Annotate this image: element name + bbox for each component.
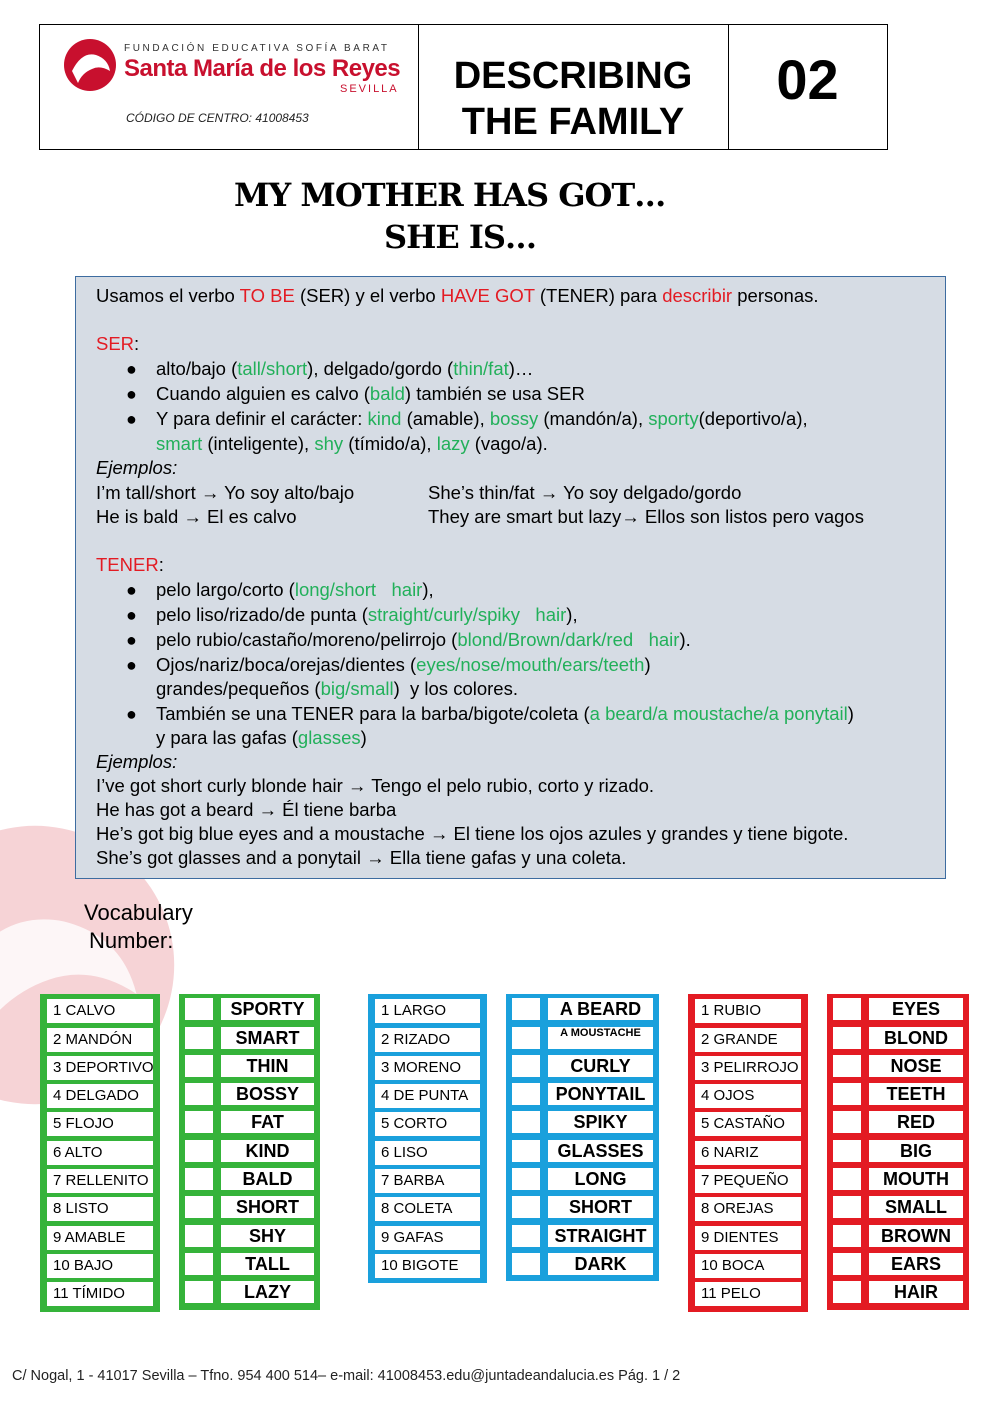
bullet-icon: ● bbox=[126, 704, 137, 724]
school-code: CÓDIGO DE CENTRO: 41008453 bbox=[126, 111, 309, 125]
answer-number-box[interactable] bbox=[832, 1026, 862, 1050]
answer-word: FAT bbox=[220, 1110, 315, 1134]
answer-word: SHORT bbox=[547, 1195, 654, 1219]
answer-number-box[interactable] bbox=[511, 1110, 541, 1134]
answer-word: EARS bbox=[868, 1252, 964, 1276]
answer-number-box[interactable] bbox=[832, 1110, 862, 1134]
footer-address: C/ Nogal, 1 - 41017 Sevilla – Tfno. 954 400 514– e-mail: 41008453.edu@juntadeandalucia.es Pág. 1 / 2 bbox=[12, 1368, 681, 1384]
answer-row bbox=[828, 1252, 968, 1278]
answer-row bbox=[828, 1110, 968, 1136]
answer-word: HAIR bbox=[868, 1280, 964, 1304]
answer-number-box[interactable] bbox=[184, 1082, 214, 1106]
answer-word: STRAIGHT bbox=[547, 1224, 654, 1248]
answer-number-box[interactable] bbox=[832, 1139, 862, 1163]
answer-number-box[interactable] bbox=[511, 1082, 541, 1106]
vocab-item: 1 LARGO bbox=[374, 998, 481, 1024]
school-name: Santa María de los Reyes bbox=[124, 55, 401, 82]
answer-number-box[interactable] bbox=[184, 1167, 214, 1191]
answer-row bbox=[180, 1082, 319, 1108]
vocab-item: 9 GAFAS bbox=[374, 1225, 481, 1251]
ser-bullet-2: Cuando alguien es calvo (bald) también se usa SER bbox=[156, 383, 585, 404]
answer-row bbox=[180, 1167, 319, 1193]
intro-line: Usamos el verbo TO BE (SER) y el verbo HAVE GOT (TENER) para describir personas. bbox=[96, 285, 819, 306]
answer-word: SMART bbox=[220, 1026, 315, 1050]
answer-number-box[interactable] bbox=[184, 1195, 214, 1219]
answer-number-box[interactable] bbox=[511, 1167, 541, 1191]
ser-example-2a: He is bald → El es calvo bbox=[96, 506, 297, 527]
answer-number-box[interactable] bbox=[832, 1054, 862, 1078]
answer-number-box[interactable] bbox=[184, 1139, 214, 1163]
worksheet-title bbox=[418, 53, 728, 145]
answer-word: THIN bbox=[220, 1054, 315, 1078]
tener-example-3: He’s got big blue eyes and a moustache → El tiene los ojos azules y grandes y tiene bigote. bbox=[96, 823, 849, 844]
bullet-icon: ● bbox=[126, 580, 137, 600]
vocab-item: 2 GRANDE bbox=[694, 1027, 802, 1053]
answer-number-box[interactable] bbox=[511, 1224, 541, 1248]
answer-row bbox=[828, 1139, 968, 1165]
answer-word: MOUTH bbox=[868, 1167, 964, 1191]
answer-row bbox=[828, 1054, 968, 1080]
tener-examples-label: Ejemplos: bbox=[96, 751, 178, 772]
vocab-item: 10 BOCA bbox=[694, 1253, 802, 1279]
red-answer-list bbox=[827, 994, 969, 1310]
header-logo-cell bbox=[40, 25, 419, 149]
vocabulary-number-label: Number: bbox=[89, 928, 174, 953]
vocab-item: 4 DELGADO bbox=[46, 1083, 154, 1109]
answer-row bbox=[507, 1082, 658, 1108]
answer-word: LAZY bbox=[220, 1280, 315, 1304]
answer-row bbox=[828, 1082, 968, 1108]
header-number-cell bbox=[728, 25, 887, 149]
ser-examples-label: Ejemplos: bbox=[96, 457, 178, 478]
bullet-icon: ● bbox=[126, 409, 137, 429]
answer-word: LONG bbox=[547, 1167, 654, 1191]
answer-number-box[interactable] bbox=[832, 1195, 862, 1219]
vocab-item: 9 AMABLE bbox=[46, 1225, 154, 1251]
tener-bullet-1: pelo largo/corto (long/short hair), bbox=[156, 579, 434, 600]
school-city: SEVILLA bbox=[340, 83, 399, 95]
bullet-icon: ● bbox=[126, 630, 137, 650]
tener-bullet-4: Ojos/nariz/boca/orejas/dientes (eyes/nose/mouth/ears/teeth) bbox=[156, 654, 651, 675]
bullet-icon: ● bbox=[126, 655, 137, 675]
ser-bullet-3: Y para definir el carácter: kind (amable), bossy (mandón/a), sporty(deportivo/a), bbox=[156, 408, 808, 429]
tener-bullet-2: pelo liso/rizado/de punta (straight/curly/spiky hair), bbox=[156, 604, 578, 625]
answer-row bbox=[507, 1110, 658, 1136]
tener-bullet-5-cont: y para las gafas (glasses) bbox=[156, 727, 367, 748]
heading-line1: MY MOTHER HAS GOT… bbox=[234, 176, 666, 214]
answer-word: CURLY bbox=[547, 1054, 654, 1078]
answer-row bbox=[507, 1224, 658, 1250]
answer-word: KIND bbox=[220, 1139, 315, 1163]
vocab-item: 8 COLETA bbox=[374, 1196, 481, 1222]
answer-number-box[interactable] bbox=[184, 1054, 214, 1078]
answer-word: SMALL bbox=[868, 1195, 964, 1219]
answer-number-box[interactable] bbox=[511, 997, 541, 1021]
tener-bullet-4-cont: grandes/pequeños (big/small) y los colores. bbox=[156, 678, 518, 699]
vocab-item: 4 DE PUNTA bbox=[374, 1083, 481, 1109]
answer-word: TEETH bbox=[868, 1082, 964, 1106]
answer-row bbox=[507, 997, 658, 1023]
answer-word: BLOND bbox=[868, 1026, 964, 1050]
blue-numbered-list bbox=[368, 994, 487, 1283]
answer-row bbox=[507, 1054, 658, 1080]
answer-row bbox=[828, 1167, 968, 1193]
answer-number-box[interactable] bbox=[184, 1026, 214, 1050]
tener-bullet-5: También se una TENER para la barba/bigote/coleta (a beard/a moustache/a ponytail) bbox=[156, 703, 854, 724]
ser-bullet-1: alto/bajo (tall/short), delgado/gordo (thin/fat)… bbox=[156, 358, 534, 379]
vocab-item: 11 TÍMIDO bbox=[46, 1281, 154, 1307]
answer-row bbox=[828, 1195, 968, 1221]
answer-number-box[interactable] bbox=[511, 1026, 541, 1050]
answer-word: SHY bbox=[220, 1224, 315, 1248]
answer-row bbox=[180, 997, 319, 1023]
vocab-item: 8 OREJAS bbox=[694, 1196, 802, 1222]
vocab-item: 1 CALVO bbox=[46, 998, 154, 1024]
vocab-item: 7 PEQUEÑO bbox=[694, 1168, 802, 1194]
vocab-item: 10 BIGOTE bbox=[374, 1253, 481, 1279]
vocab-item: 4 OJOS bbox=[694, 1083, 802, 1109]
answer-number-box[interactable] bbox=[832, 1167, 862, 1191]
answer-row bbox=[828, 997, 968, 1023]
vocabulary-title: Vocabulary bbox=[84, 900, 193, 925]
answer-row bbox=[507, 1026, 658, 1052]
school-logo-icon bbox=[62, 37, 118, 93]
vocab-item: 3 PELIRROJO bbox=[694, 1055, 802, 1081]
vocab-item: 7 RELLENITO bbox=[46, 1168, 154, 1194]
answer-row bbox=[180, 1139, 319, 1165]
vocab-item: 3 MORENO bbox=[374, 1055, 481, 1081]
answer-number-box[interactable] bbox=[184, 1224, 214, 1248]
green-answer-list bbox=[179, 994, 320, 1310]
header-table bbox=[39, 24, 888, 150]
ser-label: SER: bbox=[96, 333, 140, 354]
answer-word: EYES bbox=[868, 997, 964, 1021]
tener-label: TENER: bbox=[96, 554, 164, 575]
answer-number-box[interactable] bbox=[832, 1252, 862, 1276]
vocab-item: 10 BAJO bbox=[46, 1253, 154, 1279]
answer-row bbox=[507, 1195, 658, 1221]
answer-number-box[interactable] bbox=[184, 1252, 214, 1276]
answer-number-box[interactable] bbox=[184, 1110, 214, 1134]
vocab-item: 9 DIENTES bbox=[694, 1225, 802, 1251]
vocab-item: 11 PELO bbox=[694, 1281, 802, 1307]
tener-bullet-3: pelo rubio/castaño/moreno/pelirrojo (blond/Brown/dark/red hair). bbox=[156, 629, 691, 650]
ser-example-1a: I’m tall/short → Yo soy alto/bajo bbox=[96, 482, 355, 503]
answer-word: A BEARD bbox=[547, 997, 654, 1021]
vocab-item: 5 CASTAÑO bbox=[694, 1111, 802, 1137]
answer-row bbox=[507, 1252, 658, 1278]
vocab-item: 1 RUBIO bbox=[694, 998, 802, 1024]
answer-row bbox=[828, 1280, 968, 1306]
answer-row bbox=[180, 1054, 319, 1080]
answer-row bbox=[828, 1026, 968, 1052]
red-numbered-list bbox=[688, 994, 808, 1312]
answer-word: BALD bbox=[220, 1167, 315, 1191]
answer-word: RED bbox=[868, 1110, 964, 1134]
answer-word: PONYTAIL bbox=[547, 1082, 654, 1106]
answer-number-box[interactable] bbox=[832, 1082, 862, 1106]
answer-number-box[interactable] bbox=[511, 1252, 541, 1276]
ser-example-1b: She’s thin/fat → Yo soy delgado/gordo bbox=[428, 482, 742, 503]
worksheet-number: 02 bbox=[776, 48, 839, 111]
answer-word: GLASSES bbox=[547, 1139, 654, 1163]
answer-number-box[interactable] bbox=[511, 1139, 541, 1163]
answer-word: A MOUSTACHE bbox=[547, 1026, 654, 1050]
answer-number-box[interactable] bbox=[511, 1054, 541, 1078]
answer-word: DARK bbox=[547, 1252, 654, 1276]
answer-word: SPORTY bbox=[220, 997, 315, 1021]
header-title-cell bbox=[418, 25, 729, 149]
answer-row bbox=[507, 1167, 658, 1193]
vocab-item: 6 ALTO bbox=[46, 1140, 154, 1166]
vocab-item: 2 RIZADO bbox=[374, 1027, 481, 1053]
answer-row bbox=[180, 1224, 319, 1250]
answer-row bbox=[828, 1224, 968, 1250]
tener-example-4: She’s got glasses and a ponytail → Ella tiene gafas y una coleta. bbox=[96, 847, 627, 868]
ser-bullet-3-cont: smart (inteligente), shy (tímido/a), lazy (vago/a). bbox=[156, 433, 548, 454]
answer-word: NOSE bbox=[868, 1054, 964, 1078]
heading-line2: SHE IS… bbox=[384, 218, 536, 256]
answer-row bbox=[180, 1110, 319, 1136]
answer-number-box[interactable] bbox=[832, 1224, 862, 1248]
vocab-item: 3 DEPORTIVO bbox=[46, 1055, 154, 1081]
answer-number-box[interactable] bbox=[832, 997, 862, 1021]
vocab-item: 6 NARIZ bbox=[694, 1140, 802, 1166]
bullet-icon: ● bbox=[126, 605, 137, 625]
answer-row bbox=[180, 1195, 319, 1221]
vocab-item: 7 BARBA bbox=[374, 1168, 481, 1194]
answer-number-box[interactable] bbox=[184, 1280, 214, 1304]
title-line2: THE FAMILY bbox=[461, 101, 685, 143]
tener-example-1: I’ve got short curly blonde hair → Tengo el pelo rubio, corto y rizado. bbox=[96, 775, 655, 796]
answer-word: BIG bbox=[868, 1139, 964, 1163]
answer-word: BROWN bbox=[868, 1224, 964, 1248]
foundation-name: FUNDACIÓN EDUCATIVA SOFÍA BARAT bbox=[124, 43, 390, 54]
vocab-item: 5 FLOJO bbox=[46, 1111, 154, 1137]
ser-example-2b: They are smart but lazy→ Ellos son listos pero vagos bbox=[428, 506, 864, 527]
answer-word: SPIKY bbox=[547, 1110, 654, 1134]
vocab-item: 2 MANDÓN bbox=[46, 1027, 154, 1053]
vocab-item: 5 CORTO bbox=[374, 1111, 481, 1137]
answer-row bbox=[180, 1280, 319, 1306]
answer-word: BOSSY bbox=[220, 1082, 315, 1106]
answer-number-box[interactable] bbox=[832, 1280, 862, 1304]
answer-row bbox=[507, 1139, 658, 1165]
answer-word: SHORT bbox=[220, 1195, 315, 1219]
bullet-icon: ● bbox=[126, 384, 137, 404]
title-line1: DESCRIBING bbox=[453, 55, 693, 97]
bullet-icon: ● bbox=[126, 359, 137, 379]
vocab-item: 8 LISTO bbox=[46, 1196, 154, 1222]
grammar-box bbox=[75, 276, 946, 879]
green-numbered-list bbox=[40, 994, 160, 1312]
answer-number-box[interactable] bbox=[184, 997, 214, 1021]
answer-row bbox=[180, 1252, 319, 1278]
tener-example-2: He has got a beard → Él tiene barba bbox=[96, 799, 397, 820]
answer-number-box[interactable] bbox=[511, 1195, 541, 1219]
answer-row bbox=[180, 1026, 319, 1052]
answer-word: TALL bbox=[220, 1252, 315, 1276]
vocab-item: 6 LISO bbox=[374, 1140, 481, 1166]
blue-answer-list bbox=[506, 994, 659, 1281]
